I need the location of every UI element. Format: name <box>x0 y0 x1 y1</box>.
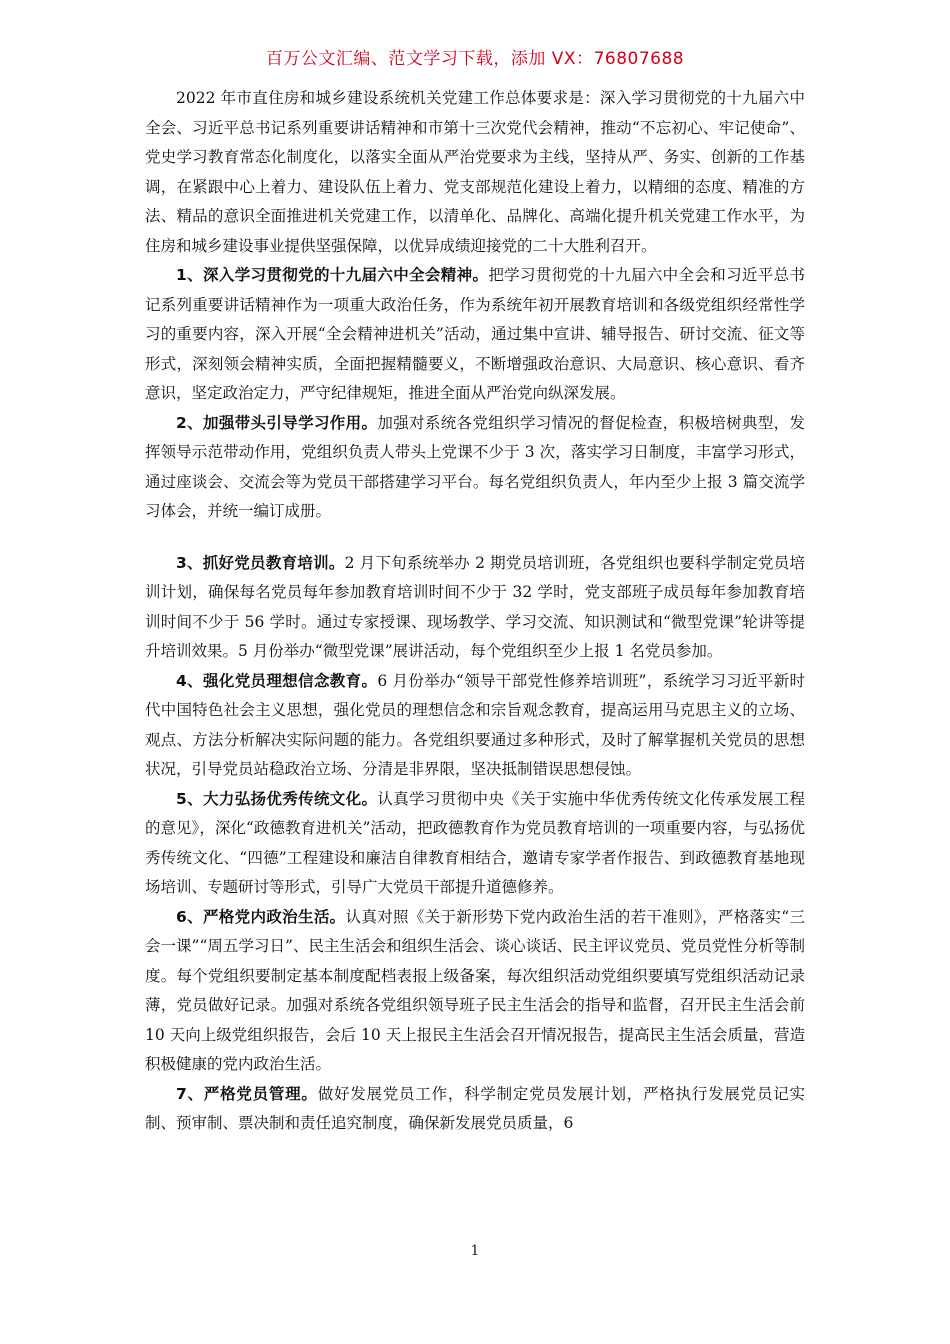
section-text: 2 月下旬系统举办 2 期党员培训班，各党组织也要科学制定党员培训计划，确保每名党员每年参加教育培训时间不少于 32 学时，党支部班子成员每年参加教育培训时间不少于 56 学时。通过专家授课、现场教学、学习交流、知识测试和“微型党课”轮讲等提升培训效果。5 月份举办“微型党课”展讲活动，每个党组织至少上报 1 名党员参加。 <box>145 553 805 660</box>
section-heading: 1、深入学习贯彻党的十九届六中全会精神。 <box>176 266 489 284</box>
section-paragraph-3 <box>145 549 805 667</box>
section-heading: 2、加强带头引导学习作用。 <box>176 413 378 432</box>
section-heading: 5、大力弘扬优秀传统文化。 <box>176 789 378 808</box>
section-heading: 6、严格党内政治生活。 <box>176 907 346 926</box>
page-number: 1 <box>470 1243 480 1259</box>
section-text: 做好发展党员工作，科学制定党员发展计划，严格执行发展党员记实制、预审制、票决制和责任追究制度，确保新发展党员质量，6 <box>145 1084 805 1132</box>
section-heading: 7、严格党员管理。 <box>176 1084 318 1103</box>
document-body <box>145 84 805 1139</box>
section-paragraph-4 <box>145 667 805 785</box>
section-paragraph-6 <box>145 903 805 1080</box>
section-text: 把学习贯彻党的十九届六中全会和习近平总书记系列重要讲话精神作为一项重大政治任务，作为系统年初开展教育培训和各级党组织经常性学习的重要内容，深入开展“全会精神进机关”活动，通过集中宣讲、辅导报告、研讨交流、征文等形式，深刻领会精神实质，全面把握精髓要义，不断增强政治意识、大局意识、核心意识、看齐意识，坚定政治定力，严守纪律规矩，推进全面从严治党向纵深发展。 <box>145 266 805 402</box>
section-text: 认真学习贯彻中央《关于实施中华优秀传统文化传承发展工程的意见》，深化“政德教育进机关”活动，把政德教育作为党员教育培训的一项重要内容，与弘扬优秀传统文化、“四德”工程建设和廉洁自律教育相结合，邀请专家学者作报告、到政德教育基地现场培训、专题研讨等形式，引导广大党员干部提升道德修养。 <box>145 789 805 896</box>
section-paragraph-7 <box>145 1080 805 1139</box>
watermark-header: 百万公文汇编、范文学习下载，添加 VX：76807688 <box>265 49 685 69</box>
section-text: 6 月份举办“领导干部党性修养培训班”，系统学习习近平新时代中国特色社会主义思想，强化党员的理想信念和宗旨观念教育，提高运用马克思主义的立场、观点、方法分析解决实际问题的能力。各党组织要通过多种形式，及时了解掌握机关党员的思想状况，引导党员站稳政治立场、分清是非界限，坚决抵制错误思想侵蚀。 <box>145 671 805 778</box>
intro-paragraph: 2022 年市直住房和城乡建设系统机关党建工作总体要求是：深入学习贯彻党的十九届六中全会、习近平总书记系列重要讲话精神和市第十三次党代会精神，推动“不忘初心、牢记使命”、党史学习教育常态化制度化，以落实全面从严治党要求为主线，坚持从严、务实、创新的工作基调，在紧跟中心上着力、建设队伍上着力、党支部规范化建设上着力，以精细的态度、精准的方法、精品的意识全面推进机关党建工作，以清单化、品牌化、高端化提升机关党建工作水平，为住房和城乡建设事业提供坚强保障，以优异成绩迎接党的二十大胜利召开。 <box>145 89 805 255</box>
section-paragraph-1 <box>145 261 805 409</box>
section-heading: 3、抓好党员教育培训。 <box>176 553 345 572</box>
section-text: 认真对照《关于新形势下党内政治生活的若干准则》，严格落实“三会一课”“周五学习日”、民主生活会和组织生活会、谈心谈话、民主评议党员、党员党性分析等制度。每个党组织要制定基本制度配档表报上级备案，每次组织活动党组织要填写党组织活动记录薄，党员做好记录。加强对系统各党组织领导班子民主生活会的指导和监督，召开民主生活会前 10 天向上级党组织报告，会后 10 天上报民主生活会召开情况报告，提高民主生活会质量，营造积极健康的党内政治生活。 <box>145 907 805 1073</box>
section-paragraph-2 <box>145 409 805 527</box>
section-heading: 4、强化党员理想信念教育。 <box>176 671 378 690</box>
section-text: 加强对系统各党组织学习情况的督促检查，积极培树典型，发挥领导示范带动作用，党组织负责人带头上党课不少于 3 次，落实学习日制度，丰富学习形式，通过座谈会、交流会等为党员干部搭建学习平台。每名党组织负责人，年内至少上报 3 篇交流学习体会，并统一编订成册。 <box>145 413 805 520</box>
section-paragraph-5 <box>145 785 805 903</box>
